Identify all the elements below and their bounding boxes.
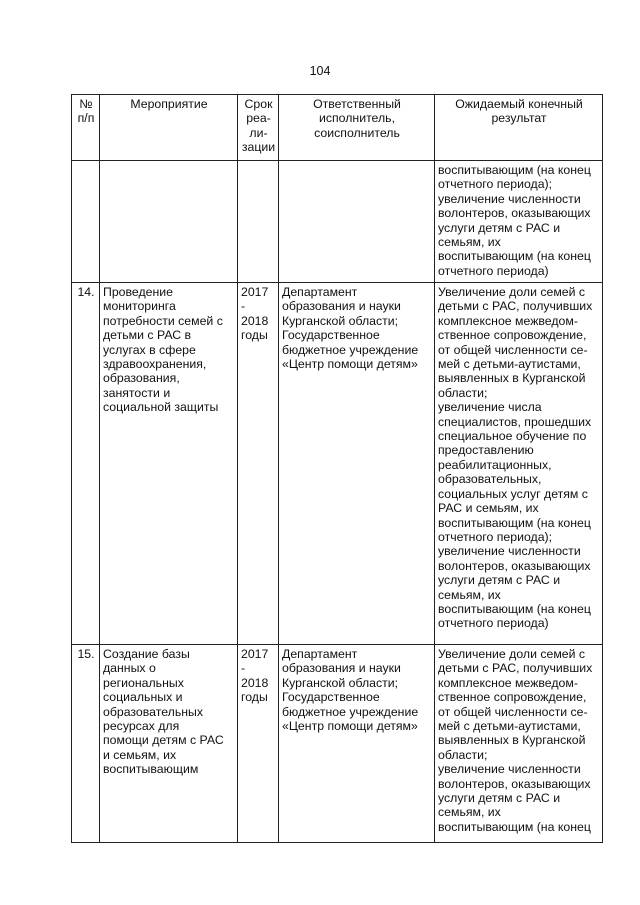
cell-line: п/п <box>77 111 95 126</box>
cell-line: Срок <box>244 97 273 111</box>
cell-line: результат <box>491 111 547 126</box>
cell-line: волонтеров, оказывающих <box>438 206 591 221</box>
cell-result <box>435 161 603 283</box>
cell-line: образовательных, <box>438 472 542 487</box>
cell-line: бюджетное учреждение <box>282 704 419 719</box>
cell-line: воспитывающим (на конец <box>438 819 591 834</box>
cell-line: семьям, их <box>438 805 501 820</box>
cell-term <box>238 283 279 645</box>
cell-no <box>72 645 100 843</box>
table-row-15 <box>72 645 603 843</box>
cell-line: 2017 <box>241 285 269 299</box>
cell-activity <box>100 645 238 843</box>
cell-line: № <box>79 97 93 111</box>
cell-responsible <box>279 283 435 645</box>
cell-line: области; <box>438 385 488 400</box>
cell-line: детьми с РАС в <box>103 328 192 343</box>
cell-line: мониторинга <box>103 299 176 314</box>
cell-line: Проведение <box>103 285 173 299</box>
cell-line: образования, <box>103 371 180 386</box>
cell-line: отчетного периода) <box>438 263 549 278</box>
cell-line: и семьям, их <box>103 747 177 762</box>
cell-line: Ответственный <box>313 97 401 111</box>
cell-line: семьям, их <box>438 587 501 602</box>
cell-line: предоставлению <box>438 443 534 458</box>
cell-line: образования и науки <box>282 299 401 314</box>
cell-line: от общей численности се- <box>438 704 588 719</box>
cell-line: ственное сопровождение, <box>438 328 587 343</box>
cell-line: выявленных в Курганской <box>438 733 586 748</box>
cell-line: Государственное <box>282 690 380 705</box>
cell-line: годы <box>241 328 268 343</box>
cell-activity <box>100 283 238 645</box>
header-responsible <box>279 95 435 161</box>
cell-line: выявленных в Курганской <box>438 371 586 386</box>
cell-line: занятости и <box>103 385 171 400</box>
cell-line: ственное сопровождение, <box>438 690 587 705</box>
cell-line: реабилитационных, <box>438 457 552 472</box>
cell-no <box>72 161 100 283</box>
cell-line: мей с детьми-аутистами, <box>438 357 581 372</box>
cell-no <box>72 283 100 645</box>
cell-term <box>238 645 279 843</box>
cell-line: отчетного периода) <box>438 616 549 631</box>
cell-line: комплексное межведом- <box>438 313 578 328</box>
header-no <box>72 95 100 161</box>
cell-line: 2017 <box>241 647 269 661</box>
cell-line: услуги детям с РАС и <box>438 791 561 806</box>
cell-line: здравоохранения, <box>103 357 207 372</box>
page-number: 104 <box>309 64 331 78</box>
header-term <box>238 95 279 161</box>
cell-line: услугах в сфере <box>103 342 196 357</box>
cell-line: годы <box>241 690 268 705</box>
cell-line: отчетного периода); <box>438 177 553 192</box>
cell-line: детьми с РАС, получивших <box>438 299 593 314</box>
cell-line: ресурсах для <box>103 719 180 734</box>
cell-line: 14. <box>77 285 95 299</box>
header-result <box>435 95 603 161</box>
cell-line: социальных услуг детям с <box>438 486 588 501</box>
cell-line: увеличение численности <box>438 544 581 559</box>
cell-line: социальных и <box>103 690 183 705</box>
cell-line: помощи детям с РАС <box>103 733 224 748</box>
cell-line: услуги детям с РАС и <box>438 573 561 588</box>
cell-line: социальной защиты <box>103 400 219 415</box>
cell-line: воспитывающим <box>103 762 199 777</box>
cell-line: увеличение числа <box>438 400 542 415</box>
cell-line: Мероприятие <box>130 97 208 111</box>
cell-line: Департамент <box>282 647 358 661</box>
cell-line: воспитывающим (на конец <box>438 601 591 616</box>
cell-line: комплексное межведом- <box>438 675 578 690</box>
cell-line: - <box>241 299 246 314</box>
cell-line: 2018 <box>241 675 269 690</box>
cell-line: специальное обучение по <box>438 429 587 444</box>
cell-line: Государственное <box>282 328 380 343</box>
cell-line: Увеличение доли семей с <box>438 285 586 299</box>
cell-line: увеличение численности <box>438 762 581 777</box>
cell-line: детьми с РАС, получивших <box>438 661 593 676</box>
cell-line: от общей численности се- <box>438 342 588 357</box>
cell-line: семьям, их <box>438 235 501 250</box>
cell-responsible <box>279 161 435 283</box>
cell-line: Курганской области; <box>282 313 399 328</box>
cell-line: «Центр помощи детям» <box>282 719 418 734</box>
cell-line: зации <box>241 140 276 155</box>
cell-line: бюджетное учреждение <box>282 342 419 357</box>
cell-line: региональных <box>103 675 184 690</box>
cell-line: «Центр помощи детям» <box>282 357 418 372</box>
cell-line: специалистов, прошедших <box>438 414 592 429</box>
table-row-continuation <box>72 161 603 283</box>
cell-responsible <box>279 645 435 843</box>
cell-line: услуги детям с РАС и <box>438 220 561 235</box>
cell-line: волонтеров, оказывающих <box>438 558 591 573</box>
cell-line: Ожидаемый конечный <box>455 97 583 111</box>
cell-line: потребности семей с <box>103 313 223 328</box>
table-row-14 <box>72 283 603 645</box>
cell-line: образования и науки <box>282 661 401 676</box>
cell-line: РАС и семьям, их <box>438 501 539 516</box>
header-activity <box>100 95 238 161</box>
activities-table <box>71 94 603 843</box>
cell-line: Курганской области; <box>282 675 399 690</box>
cell-line: соисполнитель <box>314 125 400 140</box>
cell-line: Департамент <box>282 285 358 299</box>
cell-line: мей с детьми-аутистами, <box>438 719 581 734</box>
table-header-row <box>72 95 603 161</box>
cell-line: 2018 <box>241 313 269 328</box>
cell-result <box>435 283 603 645</box>
cell-line: 15. <box>77 647 95 661</box>
cell-line: Создание базы <box>103 647 190 661</box>
cell-line: Увеличение доли семей с <box>438 647 586 661</box>
cell-term <box>238 161 279 283</box>
cell-line: воспитывающим (на конец <box>438 515 591 530</box>
cell-line: данных о <box>103 661 156 676</box>
cell-line: ли- <box>249 125 268 140</box>
cell-line: реа- <box>246 111 271 126</box>
cell-line: - <box>241 661 246 676</box>
cell-activity <box>100 161 238 283</box>
cell-line: воспитывающим (на конец <box>438 249 591 264</box>
cell-line: отчетного периода); <box>438 529 553 544</box>
cell-line: исполнитель, <box>318 111 395 126</box>
cell-line: волонтеров, оказывающих <box>438 776 591 791</box>
cell-result <box>435 645 603 843</box>
cell-line: увеличение численности <box>438 191 581 206</box>
cell-line: образовательных <box>103 704 204 719</box>
cell-line: воспитывающим (на конец <box>438 163 591 177</box>
cell-line: области; <box>438 747 488 762</box>
